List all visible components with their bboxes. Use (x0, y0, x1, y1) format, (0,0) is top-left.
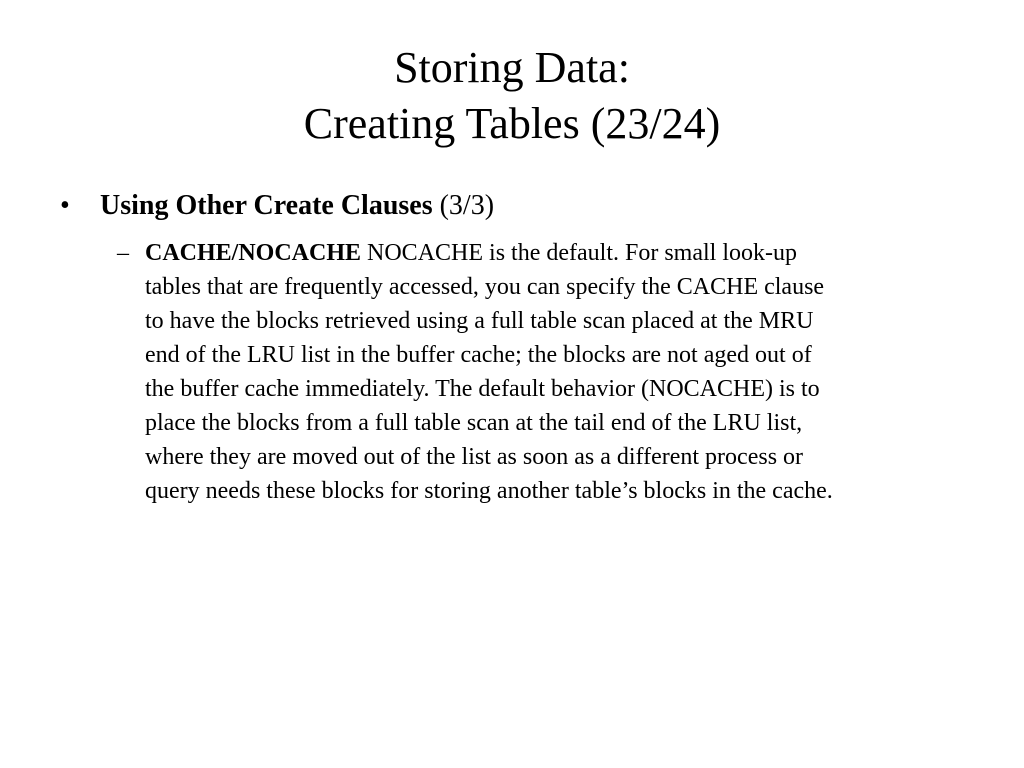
subbullet-line-6: place the blocks from a full table scan at the tail end of the LRU list, (145, 410, 803, 436)
title-line-1: Storing Data: (394, 43, 630, 92)
bullet-marker: • (60, 190, 70, 221)
subbullet-line-3: to have the blocks retrieved using a full table scan placed at the MRU (145, 308, 814, 334)
subbullet-line-5: the buffer cache immediately. The default behavior (NOCACHE) is to (145, 376, 820, 402)
subbullet-line-1-text: NOCACHE is the default. For small look-up (361, 240, 797, 266)
subbullet-line-8: query needs these blocks for storing another table’s blocks in the cache. (145, 478, 833, 504)
bullet-text (100, 186, 494, 226)
subbullet-item (117, 236, 947, 508)
slide-title (0, 40, 1024, 152)
title-line-2: Creating Tables (23/24) (303, 99, 721, 148)
bullet-suffix: (3/3) (432, 190, 495, 221)
subbullet-line-1 (145, 236, 947, 270)
subbullet-line-7: where they are moved out of the list as soon as a different process or (145, 444, 804, 470)
subbullet-line-2: tables that are frequently accessed, you can specify the CACHE clause (145, 274, 825, 300)
subbullet-line-4: end of the LRU list in the buffer cache; the blocks are not aged out of (145, 342, 812, 368)
subbullet-text (145, 236, 947, 508)
bullet-heading: Using Other Create Clauses (100, 190, 433, 221)
subbullet-keyword: CACHE/NOCACHE (145, 240, 362, 266)
subbullet-marker: – (117, 240, 129, 266)
